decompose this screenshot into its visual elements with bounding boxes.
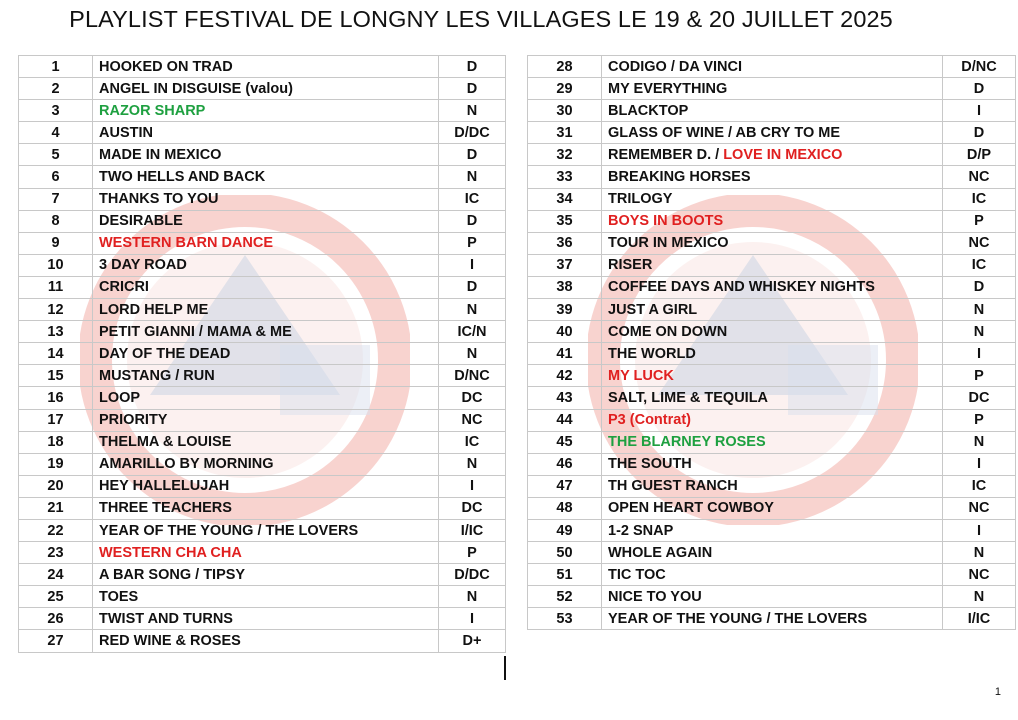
level-code: I [943, 343, 1016, 365]
dance-title [602, 497, 943, 519]
dance-title [602, 343, 943, 365]
table-row [528, 431, 1016, 453]
level-code: IC [439, 431, 506, 453]
table-row [19, 232, 506, 254]
track-number: 49 [528, 519, 602, 541]
dance-title-text: COFFEE DAYS AND WHISKEY NIGHTS [608, 279, 875, 296]
dance-title-text: 1-2 SNAP [608, 522, 674, 539]
table-row [19, 56, 506, 78]
dance-title-text: YEAR OF THE YOUNG / THE LOVERS [99, 522, 359, 539]
dance-title [602, 475, 943, 497]
dance-title-text: PRIORITY [99, 412, 168, 429]
table-row [19, 475, 506, 497]
level-code: N [943, 542, 1016, 564]
dance-title-text: COME ON DOWN [608, 323, 728, 340]
dance-title-text: P3 (Contrat) [608, 412, 691, 429]
track-number: 18 [19, 431, 93, 453]
dance-title [93, 409, 439, 431]
track-number: 22 [19, 519, 93, 541]
dance-title-text: HEY HALLELUJAH [99, 478, 230, 495]
table-row [528, 210, 1016, 232]
level-code: D [439, 56, 506, 78]
dance-title-text: THANKS TO YOU [99, 191, 219, 208]
track-number: 21 [19, 497, 93, 519]
track-number: 17 [19, 409, 93, 431]
dance-title [602, 144, 943, 166]
track-number: 20 [19, 475, 93, 497]
table-row [528, 586, 1016, 608]
track-number: 13 [19, 321, 93, 343]
dance-title [93, 122, 439, 144]
level-code: NC [943, 497, 1016, 519]
dance-title-text: BOYS IN BOOTS [608, 213, 724, 230]
dance-title-text: CRICRI [99, 279, 149, 296]
track-number: 50 [528, 542, 602, 564]
dance-title [602, 608, 943, 630]
dance-title [602, 122, 943, 144]
track-number: 46 [528, 453, 602, 475]
dance-title [602, 299, 943, 321]
dance-title [93, 321, 439, 343]
level-code: D [943, 78, 1016, 100]
dance-title-text: CODIGO / DA VINCI [608, 58, 742, 75]
table-row [19, 519, 506, 541]
track-number: 23 [19, 542, 93, 564]
level-code: I/IC [943, 608, 1016, 630]
track-number: 32 [528, 144, 602, 166]
track-number: 8 [19, 210, 93, 232]
table-row [19, 299, 506, 321]
dance-title [602, 519, 943, 541]
table-row [19, 431, 506, 453]
dance-title [602, 188, 943, 210]
level-code: D/NC [943, 56, 1016, 78]
dance-title-text: RISER [608, 257, 653, 274]
dance-title [602, 365, 943, 387]
dance-title [93, 564, 439, 586]
dance-title [93, 188, 439, 210]
table-row [19, 453, 506, 475]
dance-title-text: DAY OF THE DEAD [99, 345, 231, 362]
track-number: 27 [19, 630, 93, 652]
dance-title-text: MY LUCK [608, 367, 674, 384]
table-row [528, 188, 1016, 210]
dance-title [93, 144, 439, 166]
dance-title [93, 166, 439, 188]
dance-title-text: TWIST AND TURNS [99, 610, 233, 627]
track-number: 53 [528, 608, 602, 630]
level-code: P [439, 232, 506, 254]
track-number: 9 [19, 232, 93, 254]
table-row [19, 210, 506, 232]
level-code: N [439, 166, 506, 188]
table-row [528, 166, 1016, 188]
table-row [19, 542, 506, 564]
level-code: N [439, 100, 506, 122]
dance-title-text: THELMA & LOUISE [99, 434, 232, 451]
track-number: 51 [528, 564, 602, 586]
level-code: D/DC [439, 122, 506, 144]
track-number: 43 [528, 387, 602, 409]
table-row [528, 78, 1016, 100]
level-code: DC [439, 497, 506, 519]
track-number: 42 [528, 365, 602, 387]
dance-title [602, 276, 943, 298]
table-row [19, 321, 506, 343]
level-code: NC [439, 409, 506, 431]
table-row [528, 254, 1016, 276]
table-row [528, 299, 1016, 321]
level-code: I [943, 519, 1016, 541]
track-number: 33 [528, 166, 602, 188]
level-code: D [943, 276, 1016, 298]
dance-title [93, 299, 439, 321]
table-row [528, 409, 1016, 431]
dance-title [602, 409, 943, 431]
table-row [19, 100, 506, 122]
level-code: N [439, 586, 506, 608]
level-code: N [943, 431, 1016, 453]
level-code: D [439, 210, 506, 232]
track-number: 7 [19, 188, 93, 210]
track-number: 47 [528, 475, 602, 497]
level-code: DC [943, 387, 1016, 409]
level-code: NC [943, 166, 1016, 188]
dance-title-text: OPEN HEART COWBOY [608, 500, 774, 517]
dance-title-text: LORD HELP ME [99, 301, 209, 318]
level-code: N [439, 453, 506, 475]
level-code: D [439, 276, 506, 298]
track-number: 34 [528, 188, 602, 210]
level-code: D [943, 122, 1016, 144]
track-number: 39 [528, 299, 602, 321]
dance-title [93, 343, 439, 365]
dance-title-text: BREAKING HORSES [608, 169, 751, 186]
level-code: D/DC [439, 564, 506, 586]
track-number: 24 [19, 564, 93, 586]
dance-title-text: ANGEL IN DISGUISE (valou) [99, 80, 293, 97]
dance-title-text: THE SOUTH [608, 456, 692, 473]
track-number: 52 [528, 586, 602, 608]
table-row [19, 497, 506, 519]
dance-title-text: TH GUEST RANCH [608, 478, 738, 495]
dance-title [602, 453, 943, 475]
dance-title-text: AMARILLO BY MORNING [99, 456, 274, 473]
level-code: I [943, 100, 1016, 122]
track-number: 3 [19, 100, 93, 122]
track-number: 10 [19, 254, 93, 276]
dance-title [93, 542, 439, 564]
dance-title [93, 276, 439, 298]
track-number: 4 [19, 122, 93, 144]
track-number: 37 [528, 254, 602, 276]
track-number: 14 [19, 343, 93, 365]
table-row [528, 56, 1016, 78]
dance-title-text: LOOP [99, 389, 141, 406]
dance-title-text: WHOLE AGAIN [608, 544, 713, 561]
dance-title [602, 56, 943, 78]
dance-title-text: THE WORLD [608, 345, 696, 362]
dance-title [602, 78, 943, 100]
dance-title [93, 365, 439, 387]
dance-title-text: RED WINE & ROSES [99, 632, 241, 649]
table-row [19, 365, 506, 387]
dance-title [602, 542, 943, 564]
table-row [528, 387, 1016, 409]
level-code: P [439, 542, 506, 564]
level-code: NC [943, 564, 1016, 586]
level-code: D+ [439, 630, 506, 652]
dance-title [93, 519, 439, 541]
dance-title [93, 630, 439, 652]
dance-title-text: REMEMBER D. / [608, 146, 724, 163]
track-number: 31 [528, 122, 602, 144]
table-row [528, 564, 1016, 586]
dance-title [602, 321, 943, 343]
track-number: 38 [528, 276, 602, 298]
dance-title [93, 100, 439, 122]
table-row [528, 232, 1016, 254]
level-code: P [943, 210, 1016, 232]
dance-title-text: DESIRABLE [99, 213, 183, 230]
track-number: 6 [19, 166, 93, 188]
dance-title-text: SALT, LIME & TEQUILA [608, 389, 769, 406]
dance-title-text: TOES [99, 588, 139, 605]
level-code: P [943, 365, 1016, 387]
track-number: 5 [19, 144, 93, 166]
dance-title [93, 453, 439, 475]
track-number: 25 [19, 586, 93, 608]
dance-title [93, 497, 439, 519]
dance-title-text: TIC TOC [608, 566, 666, 583]
table-row [19, 188, 506, 210]
dance-title-text: GLASS OF WINE / AB CRY TO ME [608, 124, 841, 141]
level-code: IC [439, 188, 506, 210]
table-row [19, 166, 506, 188]
dance-title [93, 475, 439, 497]
dance-title-text: MADE IN MEXICO [99, 146, 222, 163]
track-number: 29 [528, 78, 602, 100]
track-number: 28 [528, 56, 602, 78]
dance-title-text: WESTERN CHA CHA [99, 544, 242, 561]
table-row [19, 608, 506, 630]
dance-title-text: PETIT GIANNI / MAMA & ME [99, 323, 292, 340]
dance-title [93, 210, 439, 232]
dance-title-text: WESTERN BARN DANCE [99, 235, 273, 252]
table-row [528, 497, 1016, 519]
track-number: 12 [19, 299, 93, 321]
table-row [19, 122, 506, 144]
dance-title [93, 78, 439, 100]
level-code: I [439, 254, 506, 276]
table-row [528, 100, 1016, 122]
dance-title-text: HOOKED ON TRAD [99, 58, 233, 75]
level-code: P [943, 409, 1016, 431]
level-code: I [439, 475, 506, 497]
level-code: IC [943, 188, 1016, 210]
dance-title-text: AUSTIN [99, 124, 153, 141]
table-row [19, 254, 506, 276]
table-row [19, 144, 506, 166]
dance-title [93, 608, 439, 630]
level-code: N [439, 299, 506, 321]
table-row [528, 144, 1016, 166]
track-number: 2 [19, 78, 93, 100]
dance-title [93, 254, 439, 276]
dance-title [602, 431, 943, 453]
dance-title-text: TRILOGY [608, 191, 673, 208]
dance-title-text: THREE TEACHERS [99, 500, 232, 517]
dance-title [602, 210, 943, 232]
dance-title-text: 3 DAY ROAD [99, 257, 187, 274]
dance-title [93, 387, 439, 409]
dance-title-text: A BAR SONG / TIPSY [99, 566, 246, 583]
level-code: DC [439, 387, 506, 409]
track-number: 40 [528, 321, 602, 343]
dance-title [602, 232, 943, 254]
dance-title-text: RAZOR SHARP [99, 102, 206, 119]
page-number: 1 [994, 686, 1001, 698]
table-row [528, 542, 1016, 564]
track-number: 44 [528, 409, 602, 431]
dance-title-text: NICE TO YOU [608, 588, 702, 605]
table-row [19, 387, 506, 409]
dance-title-text: MUSTANG / RUN [99, 367, 215, 384]
track-number: 36 [528, 232, 602, 254]
table-row [19, 564, 506, 586]
level-code: I [943, 453, 1016, 475]
dance-title-text: JUST A GIRL [608, 301, 698, 318]
level-code: NC [943, 232, 1016, 254]
dance-title [602, 100, 943, 122]
table-row [528, 321, 1016, 343]
table-row [528, 276, 1016, 298]
dance-title-text: LOVE IN MEXICO [723, 146, 843, 163]
dance-title-text: THE BLARNEY ROSES [608, 434, 766, 451]
dance-title [602, 166, 943, 188]
track-number: 1 [19, 56, 93, 78]
track-number: 19 [19, 453, 93, 475]
dance-title-text: YEAR OF THE YOUNG / THE LOVERS [608, 610, 868, 627]
playlist-table-right [527, 55, 1016, 630]
track-number: 41 [528, 343, 602, 365]
dance-title-text: TWO HELLS AND BACK [99, 169, 266, 186]
table-row [19, 343, 506, 365]
dance-title-text: MY EVERYTHING [608, 80, 728, 97]
playlist-table-left [18, 55, 506, 653]
level-code: N [943, 299, 1016, 321]
table-edge-line [504, 656, 506, 680]
level-code: D/P [943, 144, 1016, 166]
level-code: D [439, 144, 506, 166]
level-code: IC [943, 254, 1016, 276]
dance-title [93, 56, 439, 78]
track-number: 11 [19, 276, 93, 298]
table-row [528, 122, 1016, 144]
track-number: 16 [19, 387, 93, 409]
level-code: I [439, 608, 506, 630]
dance-title [602, 387, 943, 409]
track-number: 26 [19, 608, 93, 630]
level-code: IC [943, 475, 1016, 497]
table-row [528, 453, 1016, 475]
dance-title [93, 586, 439, 608]
track-number: 30 [528, 100, 602, 122]
page-title: PLAYLIST FESTIVAL DE LONGNY LES VILLAGES LE 19 & 20 JUILLET 2025 [69, 6, 893, 32]
level-code: N [943, 321, 1016, 343]
table-row [19, 409, 506, 431]
level-code: I/IC [439, 519, 506, 541]
track-number: 35 [528, 210, 602, 232]
table-row [528, 365, 1016, 387]
table-row [528, 519, 1016, 541]
level-code: N [943, 586, 1016, 608]
dance-title-text: BLACKTOP [608, 102, 689, 119]
level-code: D/NC [439, 365, 506, 387]
level-code: D [439, 78, 506, 100]
table-row [19, 630, 506, 652]
dance-title [93, 232, 439, 254]
track-number: 45 [528, 431, 602, 453]
dance-title [93, 431, 439, 453]
dance-title [602, 254, 943, 276]
table-row [528, 475, 1016, 497]
level-code: N [439, 343, 506, 365]
table-row [19, 276, 506, 298]
dance-title [602, 564, 943, 586]
dance-title [602, 586, 943, 608]
track-number: 48 [528, 497, 602, 519]
table-row [528, 608, 1016, 630]
table-row [528, 343, 1016, 365]
dance-title-text: TOUR IN MEXICO [608, 235, 729, 252]
table-row [19, 586, 506, 608]
track-number: 15 [19, 365, 93, 387]
table-row [19, 78, 506, 100]
level-code: IC/N [439, 321, 506, 343]
